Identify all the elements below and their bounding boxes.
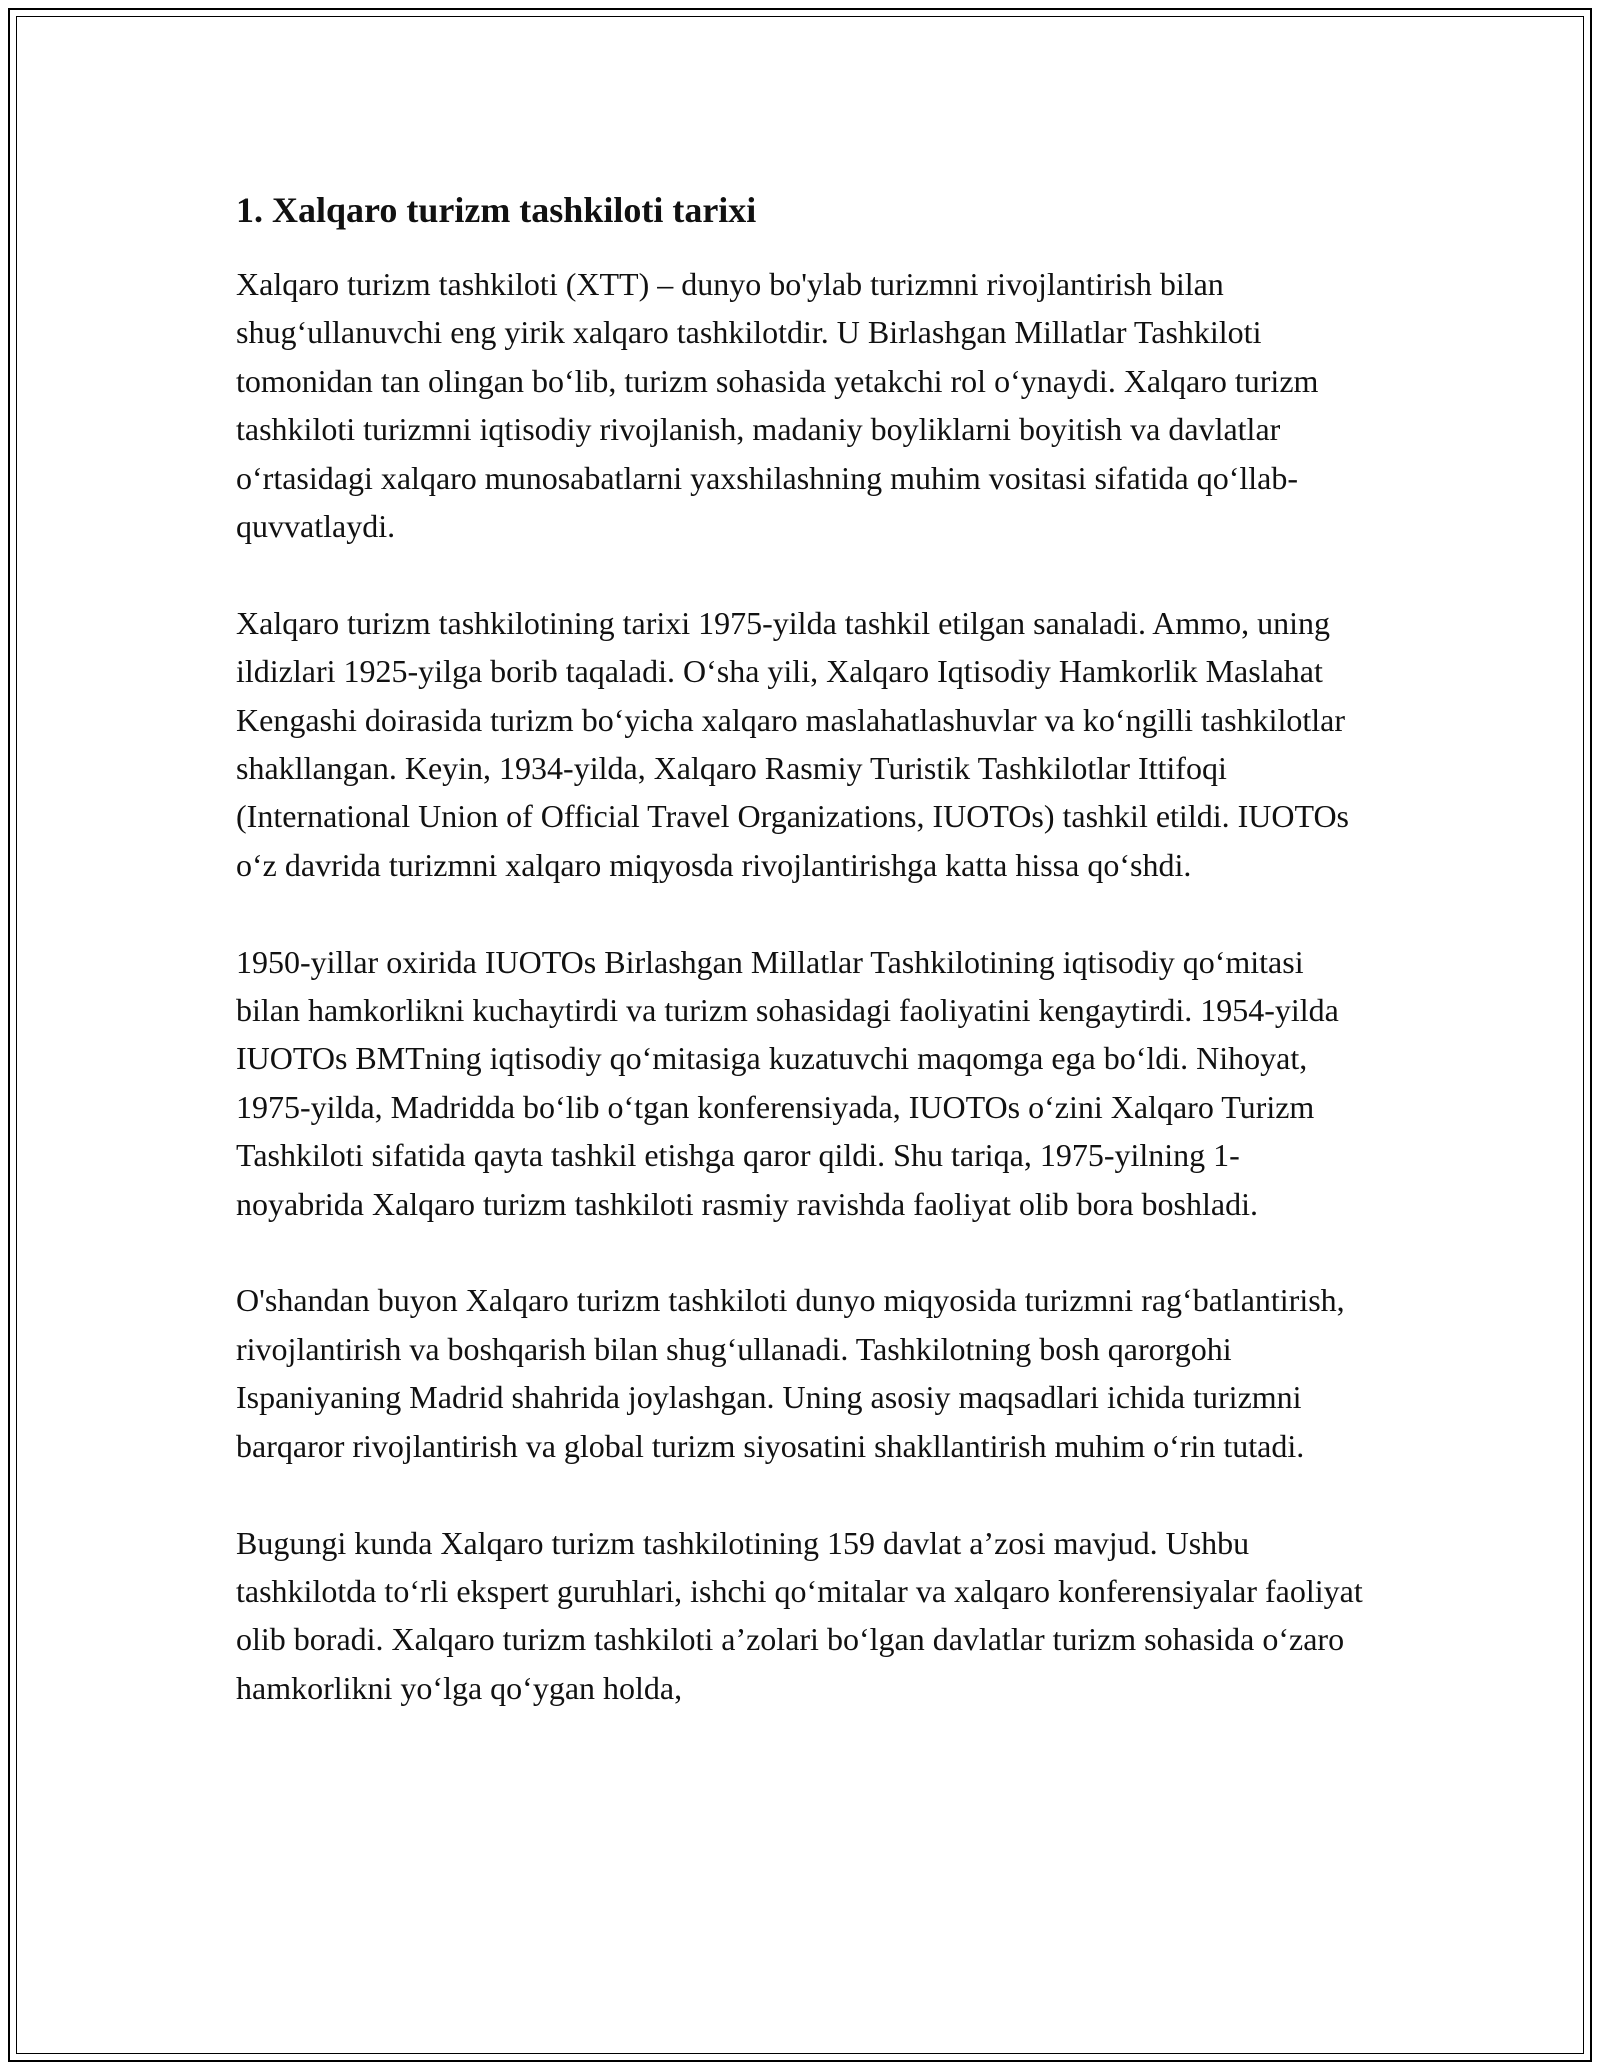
paragraph-5: Bugungi kunda Xalqaro turizm tashkilotining 159 davlat a’zosi mavjud. Ushbu tashkilotda toʻrli ekspert guruhlari, ishchi qoʻmitalar va xalqaro konferensiyalar faoliyat olib boradi. Xalqaro turizm tashkiloti a’zolari boʻlgan davlatlar turizm sohasida oʻzaro hamkorlikni yoʻlga qoʻygan holda,: [236, 1524, 1363, 1706]
document-body: [236, 186, 1366, 1761]
paragraph-1: Xalqaro turizm tashkiloti (XTT) – dunyo bo'ylab turizmni rivojlantirish bilan shugʻullanuvchi eng yirik xalqaro tashkilotdir. U Birlashgan Millatlar Tashkiloti tomonidan tan olingan boʻlib, turizm sohasida yetakchi rol oʻynaydi. Xalqaro turizm tashkiloti turizmni iqtisodiy rivojlanish, madaniy boyliklarni boyitish va davlatlar oʻrtasidagi xalqaro munosabatlarni yaxshilashning muhim vositasi sifatida qoʻllab-quvvatlaydi.: [236, 266, 1319, 545]
section-heading: 1. Xalqaro turizm tashkiloti tarixi: [236, 190, 757, 230]
paragraph-4: O'shandan buyon Xalqaro turizm tashkiloti dunyo miqyosida turizmni ragʻbatlantirish, rivojlantirish va boshqarish bilan shugʻullanadi. Tashkilotning bosh qarorgohi Ispaniyaning Madrid shahrida joylashgan. Uning asosiy maqsadlari ichida turizmni barqaror rivojlantirish va global turizm siyosatini shakllantirish muhim oʻrin tutadi.: [236, 1282, 1345, 1464]
paragraph-2: Xalqaro turizm tashkilotining tarixi 1975-yilda tashkil etilgan sanaladi. Ammo, uning ildizlari 1925-yilga borib taqaladi. Oʻsha yili, Xalqaro Iqtisodiy Hamkorlik Maslahat Kengashi doirasida turizm boʻyicha xalqaro maslahatlashuvlar va koʻngilli tashkilotlar shakllangan. Keyin, 1934-yilda, Xalqaro Rasmiy Turistik Tashkilotlar Ittifoqi (International Union of Official Travel Organizations, IUOTOs) tashkil etildi. IUOTOs oʻz davrida turizmni xalqaro miqyosda rivojlantirishga katta hissa qoʻshdi.: [236, 604, 1349, 883]
paragraph-3: 1950-yillar oxirida IUOTOs Birlashgan Millatlar Tashkilotining iqtisodiy qoʻmitasi bilan hamkorlikni kuchaytirdi va turizm sohasidagi faoliyatini kengaytirdi. 1954-yilda IUOTOs BMTning iqtisodiy qoʻmitasiga kuzatuvchi maqomga ega boʻldi. Nihoyat, 1975-yilda, Madridda boʻlib oʻtgan konferensiyada, IUOTOs oʻzini Xalqaro Turizm Tashkiloti sifatida qayta tashkil etishga qaror qildi. Shu tariqa, 1975-yilning 1-noyabrida Xalqaro turizm tashkiloti rasmiy ravishda faoliyat olib bora boshladi.: [236, 943, 1339, 1222]
